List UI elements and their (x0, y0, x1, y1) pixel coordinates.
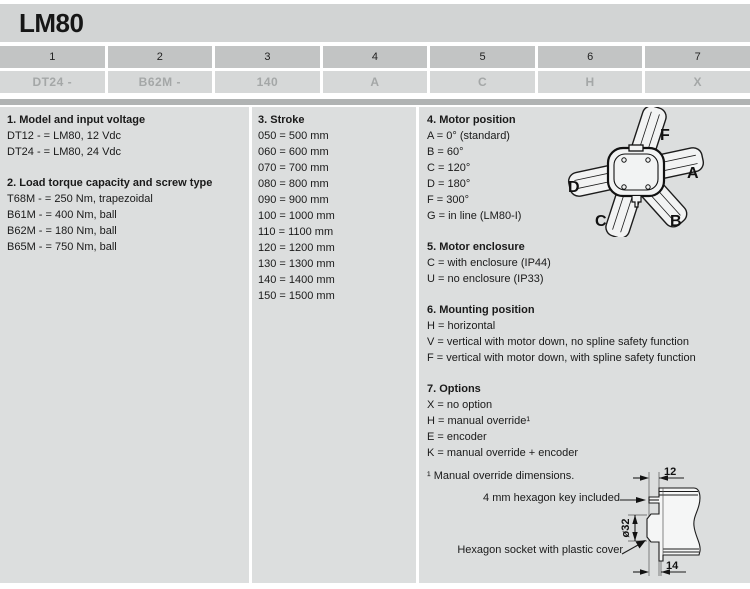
page-title: LM80 (19, 8, 84, 38)
section-heading: 7. Options (427, 383, 481, 395)
option-item: H = horizontal (427, 320, 496, 332)
option-item: 100 = 1000 mm (258, 210, 335, 222)
hex-key-label: 4 mm hexagon key included (483, 492, 620, 504)
footnote-text: ¹ Manual override dimensions. (427, 470, 575, 482)
option-item: T68M - = 250 Nm, trapezoidal (7, 193, 153, 205)
option-item: B61M - = 400 Nm, ball (7, 209, 117, 221)
code-value-1: DT24 - (0, 71, 105, 93)
section-stroke (258, 112, 412, 304)
diagram-label-a: A (687, 165, 699, 182)
option-item: A = 0° (standard) (427, 130, 510, 142)
option-item: F = 300° (427, 194, 470, 206)
option-item: B62M - = 180 Nm, ball (7, 225, 117, 237)
manual-override-drawing (620, 466, 745, 580)
option-item: G = in line (LM80-I) (427, 210, 522, 222)
option-item: 130 = 1300 mm (258, 258, 335, 270)
code-position-3: 3 (215, 46, 320, 68)
dimension-14: 14 (666, 560, 679, 572)
dimension-12: 12 (664, 466, 677, 478)
code-position-2: 2 (108, 46, 213, 68)
diagram-label-b: B (670, 213, 682, 230)
section-options (427, 381, 745, 461)
code-position-4: 4 (323, 46, 428, 68)
option-item: C = with enclosure (IP44) (427, 257, 551, 269)
code-position-7: 7 (645, 46, 750, 68)
option-item: K = manual override + encoder (427, 447, 579, 459)
footnote-manual-override (427, 466, 745, 580)
option-item: 050 = 500 mm (258, 130, 329, 142)
section-model (7, 112, 243, 160)
dimension-diameter-32: ø32 (620, 518, 632, 538)
ordering-code-table (0, 46, 750, 93)
panel-model-load (0, 107, 249, 583)
panel-stroke (252, 107, 416, 583)
section-heading: 6. Mounting position (427, 304, 535, 316)
code-position-1: 1 (0, 46, 105, 68)
option-item: H = manual override¹ (427, 415, 531, 427)
option-item: 120 = 1200 mm (258, 242, 335, 254)
panel-motor-options (419, 107, 750, 583)
option-item: B = 60° (427, 146, 464, 158)
option-item: F = vertical with motor down, with spline safety function (427, 352, 696, 364)
option-item: 150 = 1500 mm (258, 290, 335, 302)
option-item: U = no enclosure (IP33) (427, 273, 544, 285)
diagram-label-c: C (595, 213, 607, 230)
divider-bar (0, 99, 750, 105)
option-item: 070 = 700 mm (258, 162, 329, 174)
code-value-2: B62M - (108, 71, 213, 93)
code-value-3: 140 (215, 71, 320, 93)
hex-socket-label: Hexagon socket with plastic cover (457, 544, 623, 556)
code-value-7: X (645, 71, 750, 93)
code-position-5: 5 (430, 46, 535, 68)
option-item: X = no option (427, 399, 493, 411)
option-item: B65M - = 750 Nm, ball (7, 241, 117, 253)
option-item: DT12 - = LM80, 12 Vdc (7, 130, 122, 142)
section-load (7, 175, 243, 255)
option-item: DT24 - = LM80, 24 Vdc (7, 146, 122, 158)
option-item: 140 = 1400 mm (258, 274, 335, 286)
option-item: C = 120° (427, 162, 471, 174)
option-item: D = 180° (427, 178, 471, 190)
section-motor-enclosure (427, 239, 745, 287)
option-item: 110 = 1100 mm (258, 226, 334, 238)
section-heading: 3. Stroke (258, 114, 305, 126)
option-item: 090 = 900 mm (258, 194, 329, 206)
code-value-6: H (538, 71, 643, 93)
diagram-label-d: D (568, 179, 580, 196)
code-position-6: 6 (538, 46, 643, 68)
section-heading: 1. Model and input voltage (7, 114, 146, 126)
option-item: 060 = 600 mm (258, 146, 329, 158)
option-item: 080 = 800 mm (258, 178, 329, 190)
motor-position-diagram (540, 107, 750, 237)
code-value-5: C (430, 71, 535, 93)
section-heading: 2. Load torque capacity and screw type (7, 177, 213, 189)
section-heading: 4. Motor position (427, 114, 516, 126)
section-mounting-position (427, 302, 745, 366)
section-heading: 5. Motor enclosure (427, 241, 525, 253)
option-item: V = vertical with motor down, no spline safety function (427, 336, 689, 348)
code-value-4: A (323, 71, 428, 93)
diagram-label-f: F (660, 127, 670, 144)
option-item: E = encoder (427, 431, 487, 443)
title-banner (0, 4, 750, 42)
